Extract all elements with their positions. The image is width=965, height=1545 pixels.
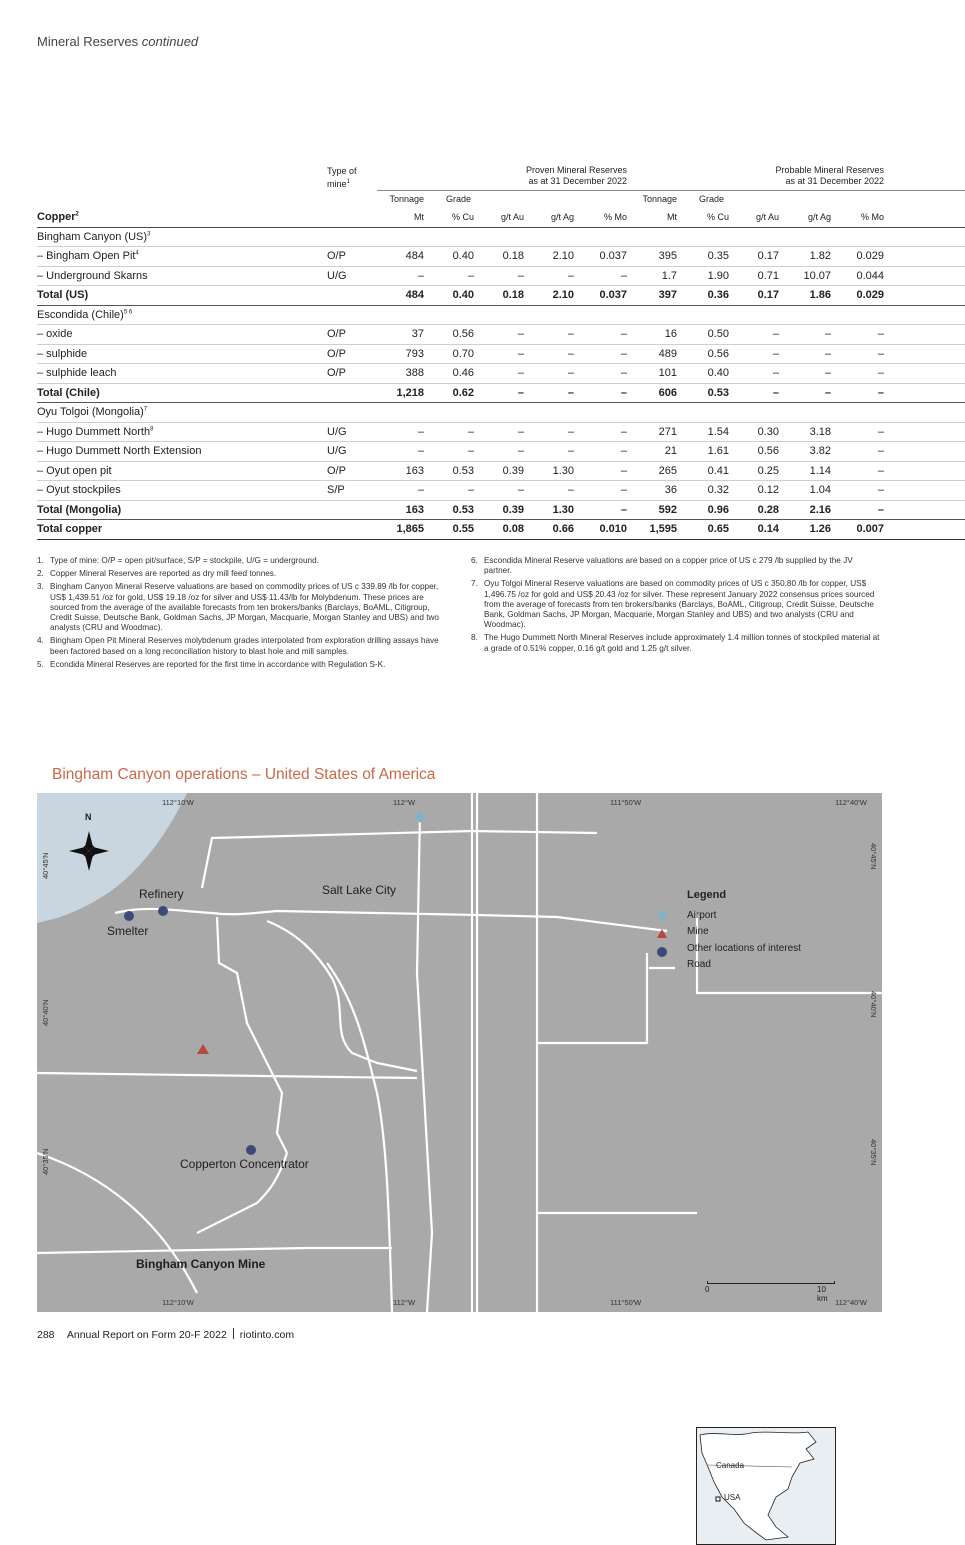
row-value: – [524, 481, 574, 501]
table-row [37, 383, 965, 403]
road-network [37, 793, 882, 1312]
page-footer [37, 1328, 294, 1341]
table-group-header-row [37, 164, 965, 190]
row-value: 0.40 [424, 247, 474, 267]
row-value: – [474, 383, 524, 403]
row-value [474, 227, 524, 247]
row-name: Total (Chile) [37, 383, 327, 403]
row-value: 1.30 [524, 500, 574, 520]
row-value [627, 305, 677, 325]
row-mine-type: O/P [327, 247, 377, 267]
row-value: – [831, 500, 884, 520]
row-mine-type [327, 500, 377, 520]
proven-grade-header: Grade [446, 193, 472, 204]
row-value: – [574, 344, 627, 364]
table-row [37, 422, 965, 442]
footnote: 4. Bingham Open Pit Mineral Reserves molybdenum grades interpolated from exploration drilling assays have been factored based on a long reconciliation history to blast hole and mill samples. [37, 636, 439, 656]
row-value: 0.53 [424, 500, 474, 520]
row-value: – [377, 422, 424, 442]
row-value: – [524, 325, 574, 345]
coord-lat2-right: 40°40'N [869, 991, 878, 1018]
row-value [574, 305, 627, 325]
unit-header: g/t Ag [779, 207, 831, 227]
row-value: 1.54 [677, 422, 729, 442]
row-value [424, 403, 474, 423]
footnote: 6. Escondida Mineral Reserve valuations are based on a copper price of US c 279 /lb supplied by the JV partner. [471, 556, 853, 576]
row-value: 101 [627, 364, 677, 384]
row-value: 395 [627, 247, 677, 267]
row-value: – [474, 344, 524, 364]
unit-header: g/t Au [474, 207, 524, 227]
row-value: 0.010 [574, 520, 627, 540]
row-name: – Hugo Dummett North Extension [37, 442, 327, 462]
row-value: 397 [627, 286, 677, 306]
row-value: – [779, 383, 831, 403]
row-value: – [474, 325, 524, 345]
row-name: Escondida (Chile)$^{5 6}$ [37, 305, 327, 325]
row-name: – Bingham Open Pit$^4$ [37, 247, 327, 267]
row-value: – [831, 383, 884, 403]
row-name: – sulphide [37, 344, 327, 364]
row-value: – [474, 422, 524, 442]
row-value: 0.56 [729, 442, 779, 462]
row-name: Bingham Canyon (US)$^3$ [37, 227, 327, 247]
coord-lat1-right: 40°45'N [869, 843, 878, 870]
mine-marker [197, 1044, 209, 1054]
table-row [37, 500, 965, 520]
legend-other: Other locations of interest [687, 942, 801, 954]
row-value: 1.86 [779, 286, 831, 306]
row-value: 0.53 [424, 461, 474, 481]
row-value: – [574, 422, 627, 442]
row-value: 484 [377, 247, 424, 267]
row-mine-type: O/P [327, 325, 377, 345]
row-value [474, 403, 524, 423]
row-value: 0.18 [474, 286, 524, 306]
row-value [424, 305, 474, 325]
row-name: – sulphide leach [37, 364, 327, 384]
row-mine-type [327, 403, 377, 423]
row-value: 0.30 [729, 422, 779, 442]
row-value: 10.07 [779, 266, 831, 286]
row-value: 1.26 [779, 520, 831, 540]
row-value [729, 227, 779, 247]
row-value [474, 305, 524, 325]
row-value: – [574, 481, 627, 501]
row-name: – Underground Skarns [37, 266, 327, 286]
refinery-marker [158, 906, 168, 916]
coord-lon3-bottom: 111°50'W [610, 1298, 642, 1307]
table-row [37, 364, 965, 384]
unit-header: % Mo [574, 207, 627, 227]
row-value: 1.82 [779, 247, 831, 267]
row-value: 0.17 [729, 247, 779, 267]
great-salt-lake-water [37, 793, 187, 923]
row-value: 489 [627, 344, 677, 364]
row-value: 0.56 [424, 325, 474, 345]
row-value: – [779, 364, 831, 384]
table-body [37, 227, 965, 539]
legend-road: Road [687, 959, 711, 971]
map-title: Bingham Canyon operations – United States of America [52, 766, 436, 783]
row-value [729, 403, 779, 423]
row-value: 163 [377, 500, 424, 520]
row-name: Oyu Tolgoi (Mongolia)$^7$ [37, 403, 327, 423]
row-value: 0.41 [677, 461, 729, 481]
row-mine-type: U/G [327, 422, 377, 442]
table-row [37, 520, 965, 540]
row-value: – [424, 266, 474, 286]
row-value: 0.39 [474, 500, 524, 520]
coord-lon2-bottom: 112°W [393, 1298, 416, 1307]
row-value: – [524, 344, 574, 364]
row-value: 36 [627, 481, 677, 501]
table-row [37, 325, 965, 345]
row-value: 0.18 [474, 247, 524, 267]
legend-mine: Mine [687, 926, 709, 938]
row-value: 0.46 [424, 364, 474, 384]
row-value: 0.50 [677, 325, 729, 345]
table-sub-header-row [37, 190, 965, 207]
table-row [37, 461, 965, 481]
inset-usa-label: USA [724, 1493, 741, 1502]
row-value [377, 227, 424, 247]
table-row [37, 442, 965, 462]
row-value: – [574, 442, 627, 462]
row-mine-type [327, 305, 377, 325]
row-value: – [574, 500, 627, 520]
row-value: 0.40 [677, 364, 729, 384]
unit-header: g/t Au [729, 207, 779, 227]
scale-start-label: 0 [705, 1285, 710, 1294]
row-value: 0.53 [677, 383, 729, 403]
row-value: 1.90 [677, 266, 729, 286]
footnote: 3. Bingham Canyon Mineral Reserve valuations are based on commodity prices of US c 339.89 /lb for copper, US$ 1,439.51 /oz for gold, US$ 19.18 /oz for silver and US$ 11.43/lb for Molybdenum. These prices are sourced from the average of the available forecasts from ten brokers/banks (Barclays, BoAML, Citigroup, Credit Suisse, Deutsche Bank, Goldman Sachs, JP Morgan, Macquarie, Morgan Stanley and UBS) and two analysts (CRU and Woodmac). [37, 582, 439, 633]
row-value: – [831, 364, 884, 384]
row-value: – [574, 266, 627, 286]
unit-header: g/t Ag [524, 207, 574, 227]
row-mine-type: O/P [327, 344, 377, 364]
row-value: 1.61 [677, 442, 729, 462]
row-value: 793 [377, 344, 424, 364]
probable-header: Probable Mineral Reserves as at 31 December 2022 [627, 164, 884, 190]
copperton-label: Copperton Concentrator [180, 1157, 309, 1171]
row-value [627, 227, 677, 247]
map-scale-bar [705, 1281, 837, 1303]
row-value: 592 [627, 500, 677, 520]
copperton-marker [246, 1145, 256, 1155]
row-value [677, 305, 729, 325]
row-value: 0.66 [524, 520, 574, 540]
coord-lon3-top: 111°50'W [610, 798, 642, 807]
row-value: 0.029 [831, 286, 884, 306]
proven-tonnage-header: Tonnage [389, 193, 424, 204]
map-legend [657, 889, 801, 973]
row-value: 16 [627, 325, 677, 345]
row-value: – [831, 461, 884, 481]
page-header [37, 34, 198, 49]
copper-column-header: Copper$^2$ [37, 207, 327, 227]
coord-lon1-bottom: 112°10'W [162, 1298, 194, 1307]
row-value [677, 227, 729, 247]
coord-lon4-top: 112°40'W [835, 798, 867, 807]
row-value: – [377, 266, 424, 286]
row-value: 0.40 [424, 286, 474, 306]
row-name: Total copper [37, 520, 327, 540]
row-value [377, 403, 424, 423]
row-mine-type [327, 227, 377, 247]
row-value: – [574, 461, 627, 481]
row-value [779, 305, 831, 325]
row-value: 0.029 [831, 247, 884, 267]
row-value: 1.14 [779, 461, 831, 481]
row-value [831, 227, 884, 247]
salt-lake-city-label: Salt Lake City [322, 883, 397, 897]
row-value: 0.28 [729, 500, 779, 520]
row-value: 484 [377, 286, 424, 306]
row-value: – [474, 481, 524, 501]
row-value: – [729, 364, 779, 384]
row-value [831, 403, 884, 423]
row-value: 0.037 [574, 247, 627, 267]
footnote: 7. Oyu Tolgoi Mineral Reserve valuations are based on commodity prices of US c 350.80 /lb for copper, US$ 1,496.75 /oz for gold and US$ 20.43 /oz for silver. These represent January 2022 consensus prices sourced from the average of forecasts from ten brokers/banks (Barclays, BoAML, Citigroup, Credit Suisse, Deutsche Bank, Goldman Sachs, JP Morgan, Macquarie, Morgan Stanley and UBS) and two analysts (CRU and Woodmac). [471, 579, 875, 630]
coord-lat3-left: 40°35'N [41, 1148, 50, 1175]
probable-grade-header: Grade [699, 193, 725, 204]
row-name: Total (Mongolia) [37, 500, 327, 520]
table-row [37, 481, 965, 501]
row-value: 0.037 [574, 286, 627, 306]
row-value: 0.007 [831, 520, 884, 540]
row-mine-type: S/P [327, 481, 377, 501]
scale-end-label: 10 km [817, 1285, 828, 1303]
row-value [377, 305, 424, 325]
row-value: – [729, 344, 779, 364]
row-value: 0.17 [729, 286, 779, 306]
row-value: – [377, 481, 424, 501]
row-value: 0.32 [677, 481, 729, 501]
row-value [729, 305, 779, 325]
legend-airport: Airport [687, 909, 717, 921]
row-value [574, 227, 627, 247]
row-value: – [424, 422, 474, 442]
row-value: 0.56 [677, 344, 729, 364]
row-value: – [524, 266, 574, 286]
table-row [37, 344, 965, 364]
row-value: 21 [627, 442, 677, 462]
row-value: 1.04 [779, 481, 831, 501]
row-value [524, 403, 574, 423]
row-value: 0.55 [424, 520, 474, 540]
row-value: – [779, 325, 831, 345]
row-name: – Oyut stockpiles [37, 481, 327, 501]
coord-lat2-left: 40°40'N [41, 999, 50, 1026]
row-value: – [424, 481, 474, 501]
smelter-label: Smelter [107, 924, 149, 938]
row-value: 2.16 [779, 500, 831, 520]
row-value: 388 [377, 364, 424, 384]
row-value: 163 [377, 461, 424, 481]
compass-north-label: N [85, 812, 92, 822]
row-value: 0.08 [474, 520, 524, 540]
row-value: 0.25 [729, 461, 779, 481]
site-link[interactable]: riotinto.com [239, 1329, 295, 1341]
row-value [524, 227, 574, 247]
row-value: – [779, 344, 831, 364]
row-mine-type [327, 520, 377, 540]
row-mine-type: O/P [327, 461, 377, 481]
row-value: 0.36 [677, 286, 729, 306]
row-value: – [729, 325, 779, 345]
row-value: – [831, 442, 884, 462]
row-value: – [474, 442, 524, 462]
row-value [424, 227, 474, 247]
row-value: 3.18 [779, 422, 831, 442]
coord-lon4-bottom: 112°40'W [835, 1298, 867, 1307]
map-graphics [37, 793, 882, 1312]
unit-header: Mt [627, 207, 677, 227]
row-value: 606 [627, 383, 677, 403]
unit-header: % Cu [677, 207, 729, 227]
row-value: 0.14 [729, 520, 779, 540]
row-value: – [524, 383, 574, 403]
row-mine-type [327, 383, 377, 403]
row-value: – [424, 442, 474, 462]
footnote: 8. The Hugo Dummett North Mineral Reserves include approximately 1.4 million tonnes of stockpiled material at a grade of 0.51% copper, 0.16 g/t gold and 1.25 g/t silver. [471, 633, 880, 653]
row-mine-type: O/P [327, 364, 377, 384]
row-value: 2.10 [524, 286, 574, 306]
footnote: 2. Copper Mineral Reserves are reported as dry mill feed tonnes. [37, 569, 277, 579]
row-value: 0.71 [729, 266, 779, 286]
probable-tonnage-header: Tonnage [642, 193, 677, 204]
header-title-suffix: continued [141, 34, 199, 49]
row-value: – [831, 481, 884, 501]
row-name: Total (US) [37, 286, 327, 306]
row-value: 0.96 [677, 500, 729, 520]
smelter-marker [124, 911, 134, 921]
row-name: – Oyut open pit [37, 461, 327, 481]
row-value: – [574, 383, 627, 403]
row-mine-type: U/G [327, 266, 377, 286]
row-value: – [474, 266, 524, 286]
row-value [779, 403, 831, 423]
row-value: 0.70 [424, 344, 474, 364]
row-value: – [524, 364, 574, 384]
inset-graphics [696, 1427, 836, 1545]
row-value [779, 227, 831, 247]
unit-header: % Mo [831, 207, 884, 227]
row-value: 0.62 [424, 383, 474, 403]
row-value: 0.044 [831, 266, 884, 286]
row-value: – [377, 442, 424, 462]
row-value: – [474, 364, 524, 384]
row-value [524, 305, 574, 325]
row-value: 0.35 [677, 247, 729, 267]
page-number: 288 [37, 1329, 55, 1341]
row-value: – [524, 442, 574, 462]
row-value: 37 [377, 325, 424, 345]
row-value: 0.65 [677, 520, 729, 540]
table-row [37, 305, 965, 325]
footnote: 1. Type of mine: O/P = open pit/surface, S/P = stockpile, U/G = underground. [37, 556, 319, 565]
table-row [37, 227, 965, 247]
row-value [831, 305, 884, 325]
airport-marker-map [415, 811, 425, 823]
row-value: 1,865 [377, 520, 424, 540]
row-value [677, 403, 729, 423]
table-row [37, 403, 965, 423]
row-value: – [729, 383, 779, 403]
report-title: Annual Report on Form 20-F 2022 [66, 1329, 227, 1341]
row-value: 0.12 [729, 481, 779, 501]
coord-lon2-top: 112°W [393, 798, 416, 807]
table-units-row [37, 207, 965, 227]
coord-lon1-top: 112°10'W [162, 798, 194, 807]
row-value: 265 [627, 461, 677, 481]
table-row [37, 247, 965, 267]
footnote: 5. Econdida Mineral Reserves are reported for the first time in accordance with Regulation S-K. [37, 659, 386, 669]
inset-canada-label: Canada [716, 1461, 745, 1470]
row-value: – [831, 325, 884, 345]
row-value: 1,218 [377, 383, 424, 403]
row-value: 1.7 [627, 266, 677, 286]
row-value: 2.10 [524, 247, 574, 267]
row-mine-type: U/G [327, 442, 377, 462]
row-mine-type [327, 286, 377, 306]
table-row [37, 266, 965, 286]
coord-lat1-left: 40°45'N [41, 852, 50, 879]
row-value [627, 403, 677, 423]
footnotes-right [471, 556, 881, 657]
coord-lat3-right: 40°35'N [869, 1139, 878, 1166]
row-value: – [831, 422, 884, 442]
footnotes-left [37, 556, 447, 673]
table-row [37, 286, 965, 306]
proven-header: Proven Mineral Reserves as at 31 December 2022 [377, 164, 627, 190]
header-title: Mineral Reserves [37, 34, 139, 49]
bingham-canyon-mine-label: Bingham Canyon Mine [136, 1257, 266, 1271]
row-value: 1,595 [627, 520, 677, 540]
row-value: – [831, 344, 884, 364]
row-value: 271 [627, 422, 677, 442]
legend-title: Legend [687, 889, 727, 901]
row-value: 1.30 [524, 461, 574, 481]
row-value: – [574, 364, 627, 384]
unit-header: % Cu [424, 207, 474, 227]
row-value: – [524, 422, 574, 442]
row-name: – Hugo Dummett North$^8$ [37, 422, 327, 442]
row-value: 3.82 [779, 442, 831, 462]
row-value: – [574, 325, 627, 345]
unit-header: Mt [377, 207, 424, 227]
row-value [574, 403, 627, 423]
refinery-label: Refinery [139, 887, 184, 901]
type-of-mine-header: Type of mine$^1$ [327, 166, 357, 189]
row-name: – oxide [37, 325, 327, 345]
copper-reserves-table [37, 164, 965, 540]
row-value: 0.39 [474, 461, 524, 481]
